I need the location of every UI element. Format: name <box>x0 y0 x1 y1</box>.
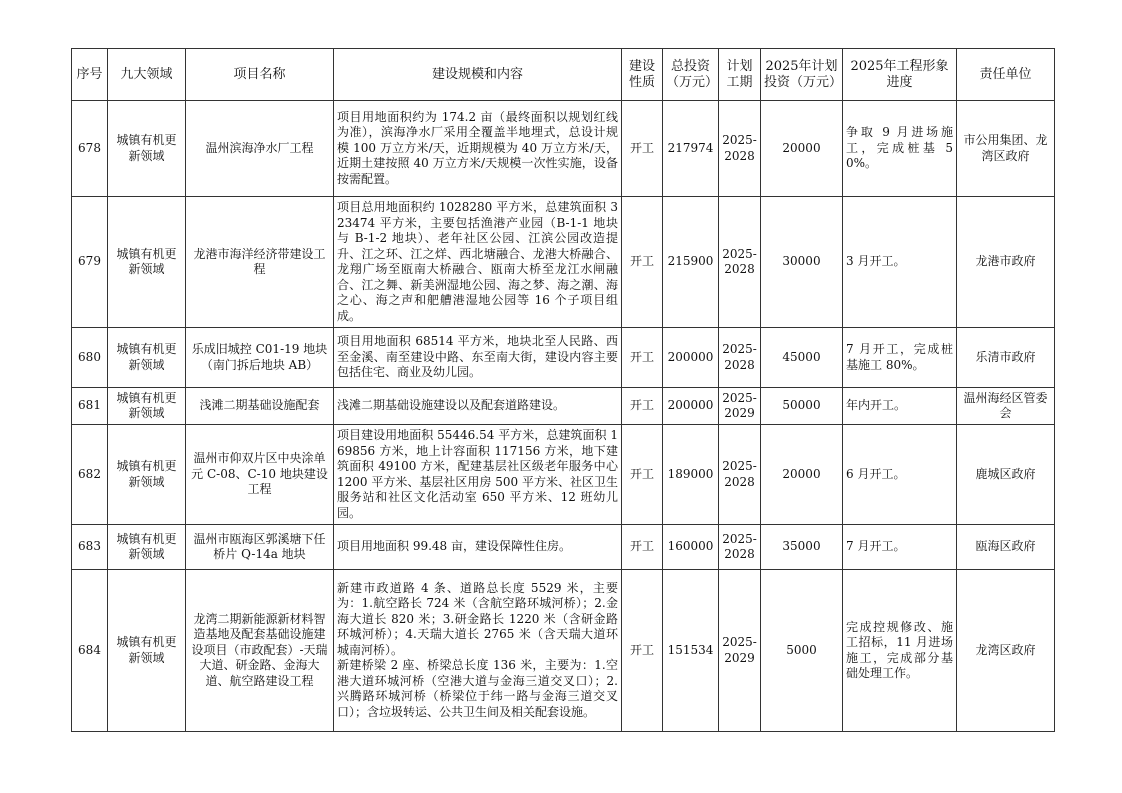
cell-nature: 开工 <box>622 388 663 425</box>
table-row <box>72 425 1055 525</box>
cell-content: 项目建设用地面积 55446.54 平方米，总建筑面积 169856 方米，地上计容面积 117156 方米，地下建筑面积 49100 方米，配建基层社区级老年服务中心 1200 平方米、基层社区用房 500 平方米、社区卫生服务站和社区文化活动室 650 平方米、12 班幼儿园。 <box>334 425 622 525</box>
cell-field: 城镇有机更新领域 <box>108 197 186 328</box>
cell-nature: 开工 <box>622 328 663 388</box>
cell-progress: 7 月开工。 <box>843 525 957 570</box>
cell-nature: 开工 <box>622 425 663 525</box>
cell-content: 项目用地面积 99.48 亩，建设保障性住房。 <box>334 525 622 570</box>
cell-total: 200000 <box>663 388 719 425</box>
cell-progress: 6 月开工。 <box>843 425 957 525</box>
cell-period: 2025-2028 <box>719 525 761 570</box>
cell-unit: 市公用集团、龙湾区政府 <box>957 101 1055 197</box>
cell-unit: 乐清市政府 <box>957 328 1055 388</box>
cell-field: 城镇有机更新领域 <box>108 570 186 732</box>
header-row <box>72 49 1055 101</box>
cell-name: 温州市仰双片区中央涂单元 C-08、C-10 地块建设工程 <box>186 425 334 525</box>
cell-unit: 温州海经区管委会 <box>957 388 1055 425</box>
table-row <box>72 525 1055 570</box>
cell-total: 215900 <box>663 197 719 328</box>
cell-content: 项目用地面积约为 174.2 亩（最终面积以规划红线为准），滨海净水厂采用全覆盖半地埋式，总设计规模 100 万立方米/天，近期规模为 40 万立方米/天，近期土建按照 40 万立方米/天规模一次性实施，设备按需配置。 <box>334 101 622 197</box>
cell-no: 683 <box>72 525 108 570</box>
cell-period: 2025-2028 <box>719 101 761 197</box>
table-row <box>72 388 1055 425</box>
cell-content: 新建市政道路 4 条、道路总长度 5529 米，主要为：1.航空路长 724 米（含航空路环城河桥）；2.金海大道长 820 米；3.研金路长 1220 米（含研金路环城河桥）；4.天瑞大道长 2765 米（含天瑞大道环城南河桥）。 新建桥梁 2 座、桥梁总长度 136 米，主要为：1.空港大道环城河桥（空港大道与金海三道交叉口）；2.兴腾路环城河桥（桥梁位于纬一路与金海三道交叉口）；含垃圾转运、公共卫生间及相关配套设施。 <box>334 570 622 732</box>
header-cell-period: 计划工期 <box>719 49 761 101</box>
cell-plan: 35000 <box>761 525 843 570</box>
cell-nature: 开工 <box>622 525 663 570</box>
table-row <box>72 197 1055 328</box>
cell-field: 城镇有机更新领域 <box>108 328 186 388</box>
header-cell-content: 建设规模和内容 <box>334 49 622 101</box>
cell-nature: 开工 <box>622 101 663 197</box>
cell-progress: 完成控规修改、施工招标，11 月进场施工，完成部分基础处理工作。 <box>843 570 957 732</box>
cell-total: 200000 <box>663 328 719 388</box>
cell-plan: 20000 <box>761 101 843 197</box>
cell-unit: 瓯海区政府 <box>957 525 1055 570</box>
cell-unit: 龙港市政府 <box>957 197 1055 328</box>
cell-name: 温州滨海净水厂工程 <box>186 101 334 197</box>
header-cell-field: 九大领域 <box>108 49 186 101</box>
cell-progress: 3 月开工。 <box>843 197 957 328</box>
cell-period: 2025-2029 <box>719 388 761 425</box>
cell-period: 2025-2028 <box>719 328 761 388</box>
cell-progress: 争取 9 月进场施工，完成桩基 50%。 <box>843 101 957 197</box>
cell-plan: 5000 <box>761 570 843 732</box>
header-cell-plan: 2025年计划投资（万元） <box>761 49 843 101</box>
cell-unit: 鹿城区政府 <box>957 425 1055 525</box>
cell-progress: 7 月开工，完成桩基施工 80%。 <box>843 328 957 388</box>
cell-no: 680 <box>72 328 108 388</box>
cell-plan: 20000 <box>761 425 843 525</box>
cell-content: 项目用地面积 68514 平方米，地块北至人民路、西至金溪、南至建设中路、东至南大街，建设内容主要包括住宅、商业及幼儿园。 <box>334 328 622 388</box>
cell-field: 城镇有机更新领域 <box>108 101 186 197</box>
cell-nature: 开工 <box>622 570 663 732</box>
cell-plan: 50000 <box>761 388 843 425</box>
cell-total: 217974 <box>663 101 719 197</box>
cell-name: 浅滩二期基础设施配套 <box>186 388 334 425</box>
cell-total: 151534 <box>663 570 719 732</box>
cell-period: 2025-2028 <box>719 425 761 525</box>
cell-no: 684 <box>72 570 108 732</box>
project-table <box>71 48 1055 732</box>
header-cell-nature: 建设性质 <box>622 49 663 101</box>
cell-plan: 45000 <box>761 328 843 388</box>
cell-content: 项目总用地面积约 1028280 平方米，总建筑面积 323474 平方米，主要包括渔港产业园（B-1-1 地块与 B-1-2 地块）、老年社区公园、江滨公园改造提升、江之环、江之烊、西北塘融合、龙港大桥融合、龙翔广场至瓯南大桥融合、瓯南大桥至龙江水闸融合、江之舞、新美洲湿地公园、海之梦、海之潮、海之心、海之声和舥艚港湿地公园等 16 个子项目组成。 <box>334 197 622 328</box>
header-cell-unit: 责任单位 <box>957 49 1055 101</box>
cell-field: 城镇有机更新领域 <box>108 388 186 425</box>
cell-no: 679 <box>72 197 108 328</box>
header-cell-progress: 2025年工程形象进度 <box>843 49 957 101</box>
cell-name: 乐成旧城控 C01-19 地块（南门拆后地块 AB） <box>186 328 334 388</box>
header-cell-no: 序号 <box>72 49 108 101</box>
cell-no: 678 <box>72 101 108 197</box>
cell-total: 160000 <box>663 525 719 570</box>
table-row <box>72 101 1055 197</box>
cell-no: 682 <box>72 425 108 525</box>
cell-name: 龙港市海洋经济带建设工程 <box>186 197 334 328</box>
cell-no: 681 <box>72 388 108 425</box>
cell-field: 城镇有机更新领域 <box>108 425 186 525</box>
cell-unit: 龙湾区政府 <box>957 570 1055 732</box>
cell-plan: 30000 <box>761 197 843 328</box>
header-cell-total: 总投资（万元） <box>663 49 719 101</box>
header-cell-name: 项目名称 <box>186 49 334 101</box>
cell-period: 2025-2028 <box>719 197 761 328</box>
cell-period: 2025-2029 <box>719 570 761 732</box>
cell-content: 浅滩二期基础设施建设以及配套道路建设。 <box>334 388 622 425</box>
table-row <box>72 328 1055 388</box>
table-row <box>72 570 1055 732</box>
cell-nature: 开工 <box>622 197 663 328</box>
cell-field: 城镇有机更新领域 <box>108 525 186 570</box>
cell-progress: 年内开工。 <box>843 388 957 425</box>
cell-total: 189000 <box>663 425 719 525</box>
cell-name: 龙湾二期新能源新材料智造基地及配套基础设施建设项目（市政配套）-天瑞大道、研金路、金海大道、航空路建设工程 <box>186 570 334 732</box>
cell-name: 温州市瓯海区郭溪塘下任桥片 Q-14a 地块 <box>186 525 334 570</box>
